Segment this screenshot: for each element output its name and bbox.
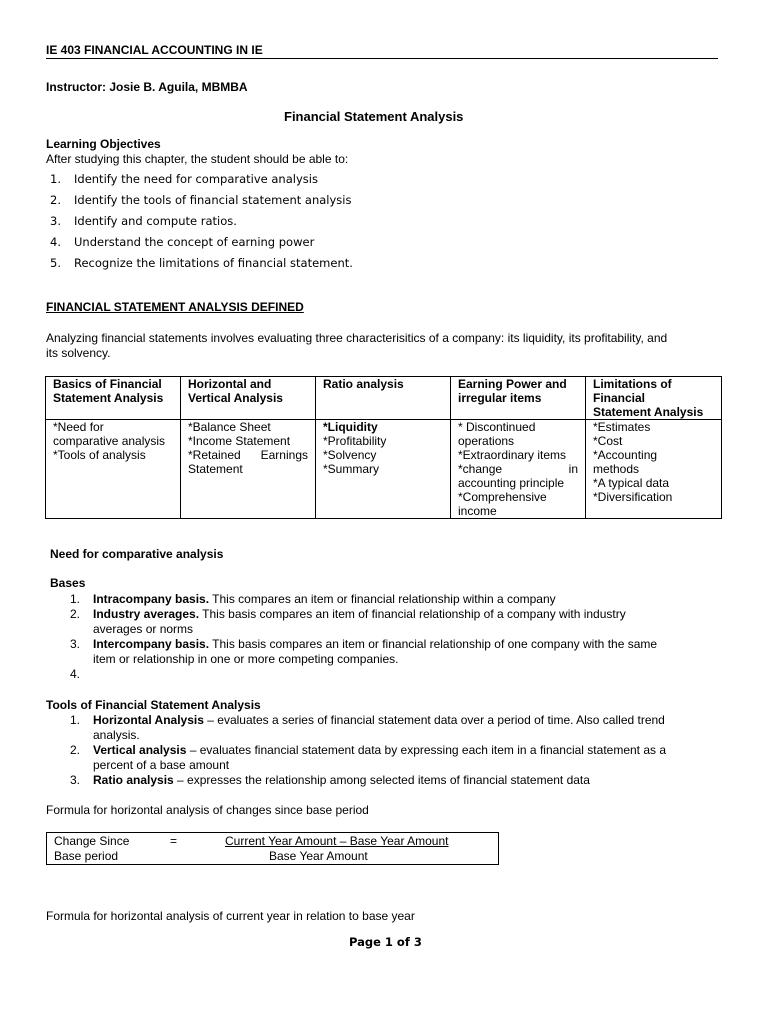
list-item — [46, 637, 703, 667]
list-item — [46, 592, 703, 607]
objective-text: Recognize the limitations of financial statement. — [74, 256, 353, 270]
list-number: 3. — [70, 773, 81, 787]
item-line — [93, 637, 703, 652]
list-item — [46, 743, 703, 773]
header-line: Earning Power and — [458, 377, 567, 391]
list-item — [46, 713, 703, 743]
table-cell — [46, 420, 181, 519]
table-header-cell — [181, 377, 316, 420]
cell-line-justified — [188, 448, 308, 462]
cell-line: *Liquidity — [323, 420, 378, 434]
item-line-continued: averages or norms — [93, 622, 194, 636]
formula-left-top: Change Since — [54, 834, 130, 848]
bases-heading: Bases — [50, 576, 86, 590]
header-line: Statement Analysis — [593, 405, 704, 419]
header-rule — [46, 58, 718, 59]
item-text: – evaluates financial statement data by expressing each item in a financial statement as a — [186, 743, 667, 757]
cell-line: *Cost — [593, 434, 623, 448]
defined-paragraph-line-2: its solvency. — [46, 346, 111, 360]
table-cell — [586, 420, 722, 519]
comparative-heading: Need for comparative analysis — [50, 547, 224, 561]
cell-line: *Summary — [323, 462, 380, 476]
list-item — [46, 773, 703, 788]
header-line: Financial — [593, 391, 646, 405]
overview-table — [45, 376, 722, 519]
header-line: Vertical Analysis — [188, 391, 283, 405]
table-header-cell — [586, 377, 722, 420]
item-text: – evaluates a series of financial statement data over a period of time. Also called trend — [203, 713, 665, 727]
list-number: 2. — [70, 743, 81, 757]
list-number: 1. — [70, 592, 81, 606]
course-title: IE 403 FINANCIAL ACCOUNTING IN IE — [46, 43, 263, 57]
section-heading-defined: FINANCIAL STATEMENT ANALYSIS DEFINED — [46, 300, 304, 314]
item-term: Industry averages. — [93, 607, 200, 621]
item-text: This compares an item or financial relationship within a company — [209, 592, 556, 606]
formula-denominator: Base Year Amount — [269, 849, 368, 863]
list-number: 1. — [70, 713, 81, 727]
objective-text: Identify and compute ratios. — [74, 214, 237, 228]
cell-line: *Accounting — [593, 448, 658, 462]
formula-equals: = — [170, 834, 178, 848]
instructor-line: Instructor: Josie B. Aguila, MBMBA — [46, 80, 248, 94]
table-header-cell — [316, 377, 451, 420]
cell-word: Earnings — [260, 448, 308, 462]
item-line — [93, 773, 703, 788]
item-text: This basis compares an item or financial relationship of one company with the same — [209, 637, 658, 651]
objective-text: Understand the concept of earning power — [74, 235, 315, 249]
cell-line: Statement — [188, 462, 243, 476]
cell-line: *Solvency — [323, 448, 377, 462]
item-line-continued: item or relationship in one or more competing companies. — [93, 652, 399, 666]
cell-line: *Diversification — [593, 490, 673, 504]
list-item — [46, 607, 703, 637]
list-number: 4. — [50, 235, 61, 249]
cell-line: * Discontinued — [458, 420, 536, 434]
cell-line: *Extraordinary items — [458, 448, 567, 462]
item-term: Ratio analysis — [93, 773, 174, 787]
item-line — [93, 743, 703, 758]
list-number: 2. — [50, 193, 61, 207]
item-line — [93, 592, 703, 607]
header-line: Basics of Financial — [53, 377, 162, 391]
list-number: 3. — [50, 214, 61, 228]
cell-line: operations — [458, 434, 515, 448]
item-term: Intercompany basis. — [93, 637, 210, 651]
cell-line-justified — [458, 462, 578, 476]
table-cell — [316, 420, 451, 519]
cell-line: *Tools of analysis — [53, 448, 146, 462]
item-line — [93, 607, 703, 622]
cell-line: methods — [593, 462, 640, 476]
tools-list — [46, 713, 703, 788]
formula-caption-1: Formula for horizontal analysis of changes since base period — [46, 803, 369, 817]
cell-word: in — [568, 462, 578, 476]
list-number: 1. — [50, 172, 61, 186]
cell-line: *Profitability — [323, 434, 387, 448]
item-term: Vertical analysis — [93, 743, 187, 757]
document-title: Financial Statement Analysis — [284, 109, 464, 124]
table-row — [46, 420, 722, 519]
list-number: 2. — [70, 607, 81, 621]
cell-line: *Need for — [53, 420, 104, 434]
item-term: Intracompany basis. — [93, 592, 210, 606]
tools-heading: Tools of Financial Statement Analysis — [46, 698, 261, 712]
header-line: Ratio analysis — [323, 377, 404, 391]
item-line — [93, 713, 703, 728]
formula-left-bottom: Base period — [54, 849, 119, 863]
cell-word: *change — [458, 462, 503, 476]
list-number: 3. — [70, 637, 81, 651]
header-line: Limitations of — [593, 377, 672, 391]
objective-text: Identify the tools of financial statement analysis — [74, 193, 352, 207]
objectives-intro: After studying this chapter, the student should be able to: — [46, 152, 349, 166]
list-item — [46, 667, 703, 682]
formula-caption-2: Formula for horizontal analysis of current year in relation to base year — [46, 909, 415, 923]
cell-line: *Income Statement — [188, 434, 291, 448]
cell-word: *Retained — [188, 448, 241, 462]
list-number: 5. — [50, 256, 61, 270]
header-line: Statement Analysis — [53, 391, 164, 405]
list-number: 4. — [70, 667, 81, 681]
cell-line: income — [458, 504, 497, 518]
item-line-continued: analysis. — [93, 728, 140, 742]
cell-line: *A typical data — [593, 476, 670, 490]
table-cell — [451, 420, 586, 519]
item-text: – expresses the relationship among selected items of financial statement data — [173, 773, 590, 787]
table-header-row — [46, 377, 722, 420]
formula-numerator: Current Year Amount – Base Year Amount — [225, 834, 449, 848]
item-line-continued: percent of a base amount — [93, 758, 230, 772]
item-text: This basis compares an item of financial relationship of a company with industry — [199, 607, 626, 621]
table-header-cell — [46, 377, 181, 420]
objectives-heading: Learning Objectives — [46, 137, 161, 151]
cell-line: *Comprehensive — [458, 490, 547, 504]
header-line: irregular items — [458, 391, 542, 405]
table-header-cell — [451, 377, 586, 420]
cell-line: *Estimates — [593, 420, 651, 434]
item-term: Horizontal Analysis — [93, 713, 204, 727]
bases-list — [46, 592, 703, 682]
formula-box — [46, 832, 499, 865]
cell-line: comparative analysis — [53, 434, 166, 448]
objective-text: Identify the need for comparative analysis — [74, 172, 318, 186]
table-cell — [181, 420, 316, 519]
header-line: Horizontal and — [188, 377, 272, 391]
page-number: Page 1 of 3 — [349, 935, 422, 949]
defined-paragraph-line-1: Analyzing financial statements involves evaluating three characterisitics of a company: its liquidity, its profitability, and — [46, 331, 668, 345]
cell-line: *Balance Sheet — [188, 420, 271, 434]
cell-line: accounting principle — [458, 476, 565, 490]
